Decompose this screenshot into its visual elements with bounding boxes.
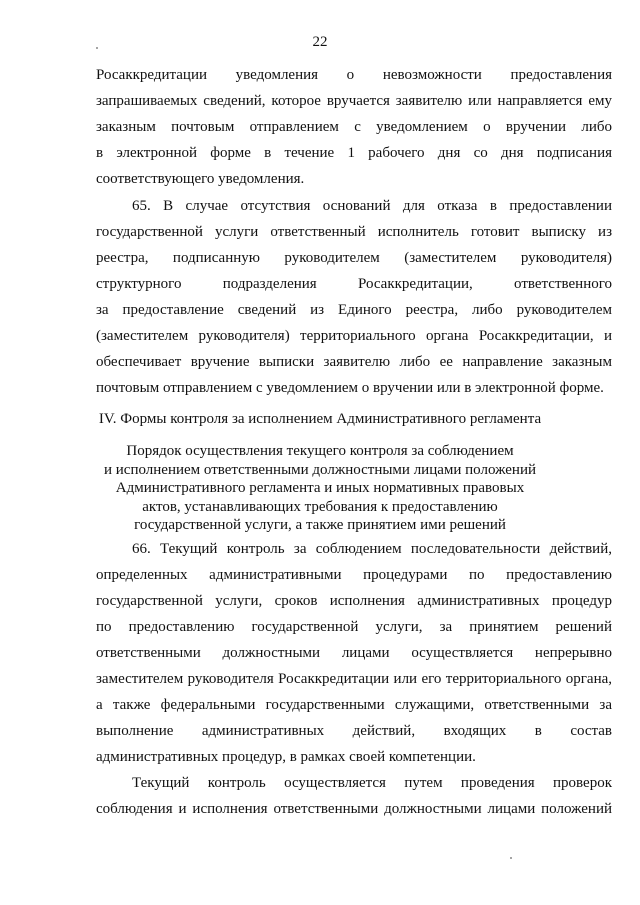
page-number: 22 [312,34,328,50]
text-line: административных процедур, в рамках своей компетенции. [96,749,476,765]
text-line: 66. Текущий контроль за соблюдением последовательности действий, [132,541,612,557]
text-line: структурного подразделения Росаккредитации, ответственного [96,276,612,292]
text-line: почтовым отправлением с уведомлением о вручении или в электронной форме. [96,380,604,396]
text-line: реестра, подписанную руководителем (заместителем руководителя) [96,250,612,266]
paragraph-current-control [96,770,612,822]
section-heading: IV. Формы контроля за исполнением Административного регламента [98,411,542,427]
text-line: заказным почтовым отправлением с уведомлением о вручении либо [96,119,612,135]
text-line: выполнение административных действий, входящих в состав [96,723,612,739]
scan-speck [510,857,512,859]
text-line: соблюдения и исполнения ответственными должностными лицами положений [96,801,612,817]
subheading-line: Порядок осуществления текущего контроля за соблюдением [126,443,514,459]
subheading-line: Административного регламента и иных нормативных правовых [115,480,525,496]
text-line: в электронной форме в течение 1 рабочего дня со дня подписания [96,145,612,161]
text-line: определенных административными процедурами по предоставлению [96,567,612,583]
paragraph-65 [96,193,612,401]
text-line: государственной услуги ответственный исполнитель готовит выписку из [96,224,612,240]
text-line: 65. В случае отсутствия оснований для отказа в предоставлении [132,198,612,214]
text-line: соответствующего уведомления. [96,171,305,187]
text-line: ответственными должностными лицами осуществляется непрерывно [96,645,612,661]
subheading-line: государственной услуги, а также принятием ими решений [134,517,506,533]
text-line: по предоставлению государственной услуги, за принятием решений [96,619,612,635]
text-line: (заместителем руководителя) территориального органа Росаккредитации, и [96,328,612,344]
subsection-heading [0,442,640,535]
text-line: Росаккредитации уведомления о невозможности предоставления [96,67,612,83]
text-line: а также федеральными государственными служащими, ответственными за [96,697,612,713]
paragraph-continuation [96,62,612,192]
scan-speck [96,47,98,49]
paragraph-66 [96,536,612,770]
text-line: запрашиваемых сведений, которое вручается заявителю или направляется ему [96,93,612,109]
text-line: Текущий контроль осуществляется путем проведения проверок [132,775,612,791]
text-line: за предоставление сведений из Единого реестра, либо руководителем [96,302,612,318]
text-line: государственной услуги, сроков исполнения административных процедур [96,593,612,609]
text-line: обеспечивает вручение выписки заявителю либо ее направление заказным [96,354,612,370]
text-line: заместителем руководителя Росаккредитации или его территориального органа, [96,671,612,687]
subheading-line: и исполнением ответственными должностными лицами положений [103,461,537,478]
subheading-line: актов, устанавливающих требования к предоставлению [142,498,498,515]
